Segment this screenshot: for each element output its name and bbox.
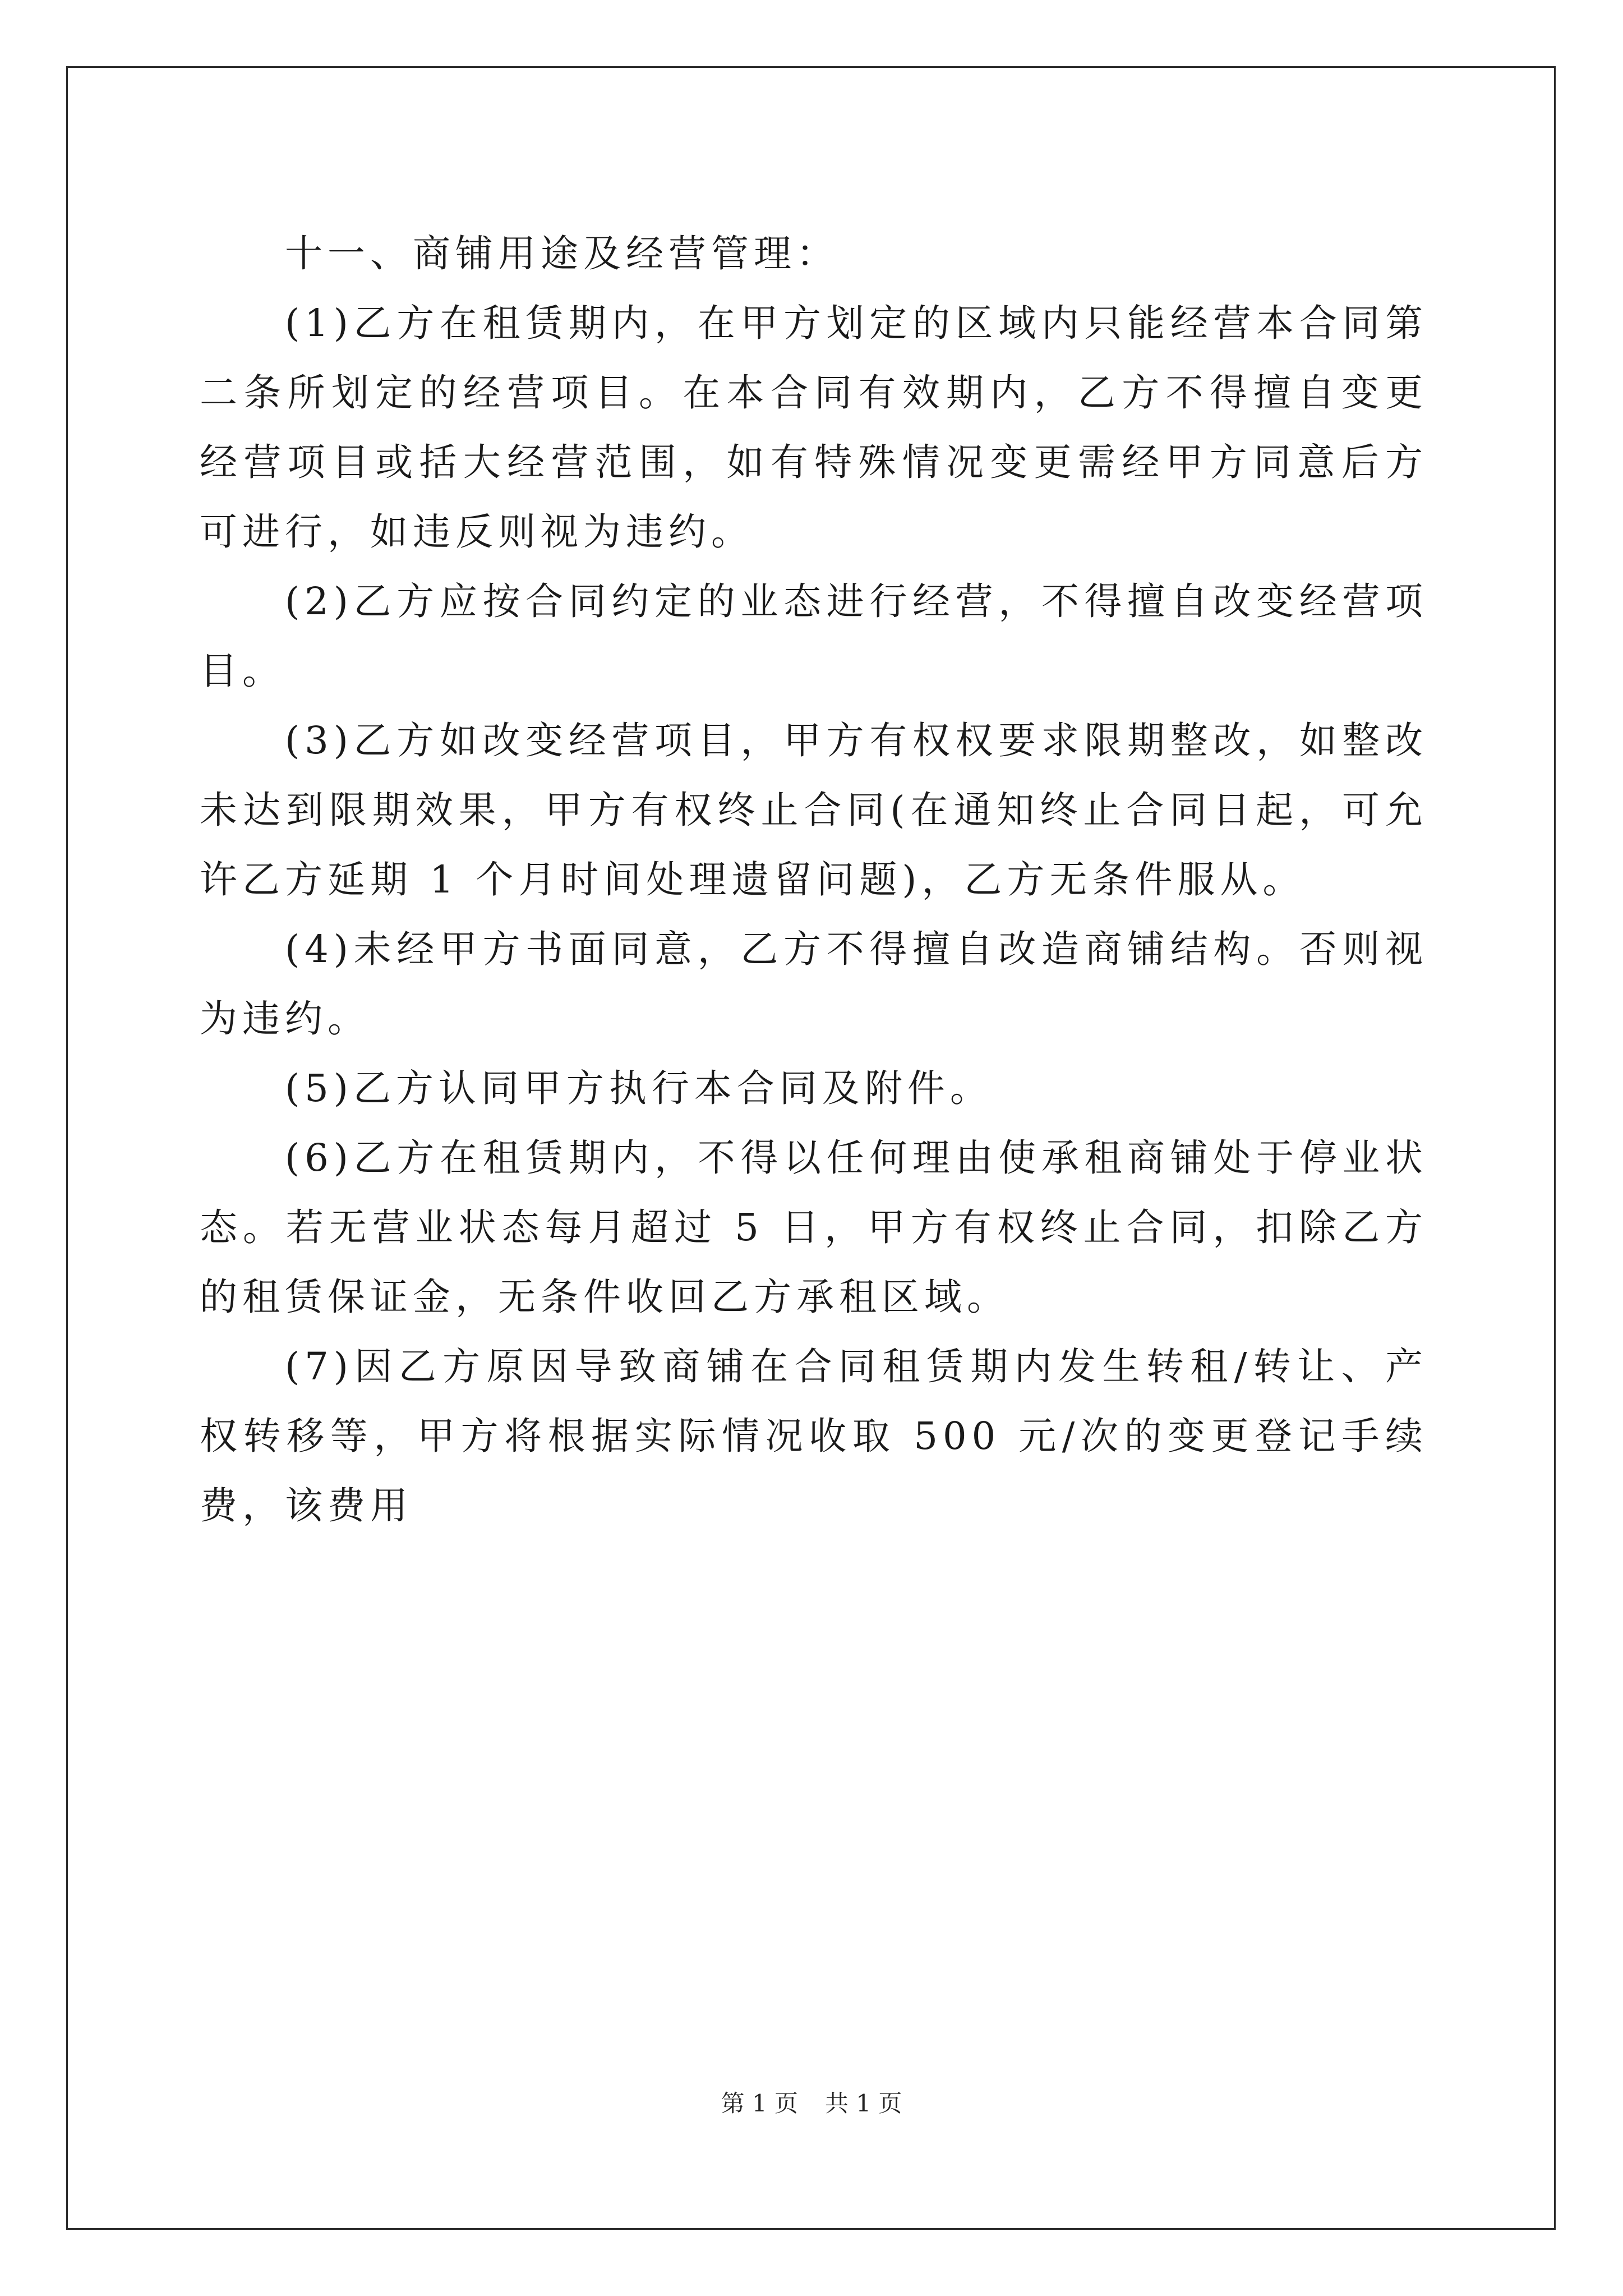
document-body — [200, 219, 1428, 1540]
page-footer — [0, 2087, 1623, 2120]
page-number: 第 1 页 — [721, 2090, 798, 2117]
paragraph-3: (3)乙方如改变经营项目，甲方有权权要求限期整改，如整改未达到限期效果，甲方有权终止合同(在通知终止合同日起，可允许乙方延期 1 个月时间处理遗留问题)，乙方无条件服从。 — [200, 719, 1428, 901]
paragraph-2: (2)乙方应按合同约定的业态进行经营，不得擅自改变经营项目。 — [200, 579, 1428, 693]
paragraph-1: (1)乙方在租赁期内，在甲方划定的区域内只能经营本合同第二条所划定的经营项目。在本合同有效期内，乙方不得擅自变更经营项目或括大经营范围，如有特殊情况变更需经甲方同意后方可进行，如违反则视为违约。 — [200, 301, 1428, 554]
paragraph-7: (7)因乙方原因导致商铺在合同租赁期内发生转租/转让、产权转移等，甲方将根据实际情况收取 500 元/次的变更登记手续费，该费用 — [200, 1345, 1428, 1527]
page-total: 共 1 页 — [825, 2090, 902, 2117]
paragraph-6: (6)乙方在租赁期内，不得以任何理由使承租商铺处于停业状态。若无营业状态每月超过 5 日，甲方有权终止合同，扣除乙方的租赁保证金，无条件收回乙方承租区域。 — [200, 1136, 1428, 1319]
paragraph-5: (5)乙方认同甲方执行本合同及附件。 — [285, 1066, 993, 1110]
paragraph-4: (4)未经甲方书面同意，乙方不得擅自改造商铺结构。否则视为违约。 — [200, 927, 1428, 1041]
section-heading: 十一、商铺用途及经营管理： — [285, 232, 839, 275]
